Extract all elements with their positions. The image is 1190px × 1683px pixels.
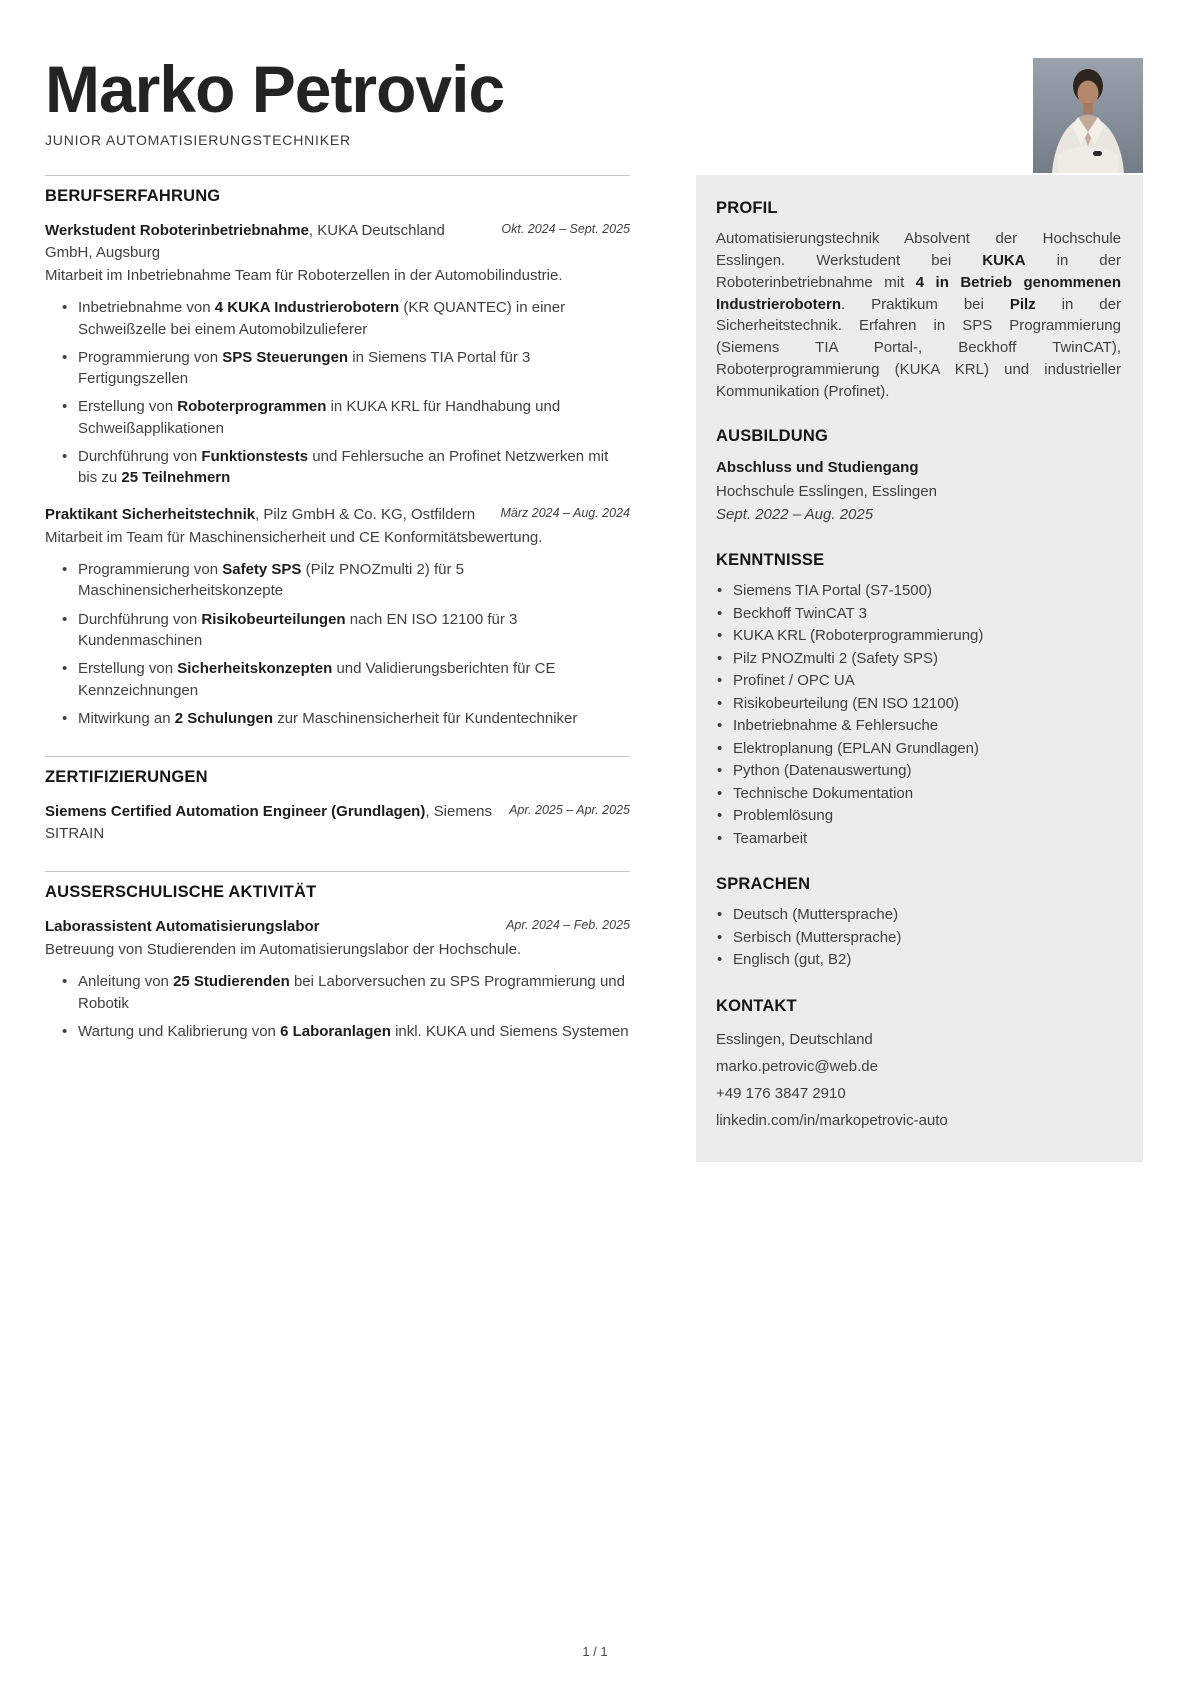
sidebar-list-item: • Deutsch (Muttersprache)	[716, 904, 1121, 927]
page-indicator: 1 / 1	[582, 1644, 608, 1659]
bullet-item	[45, 609, 630, 652]
sidebar-list-item: • Pilz PNOZmulti 2 (Safety SPS)	[716, 648, 1121, 671]
bullet-item	[45, 971, 630, 1014]
entry-header	[45, 801, 630, 844]
sidebar-heading: KENNTNISSE	[716, 551, 825, 570]
text-segment: , Pilz GmbH & Co. KG, Ostfildern	[255, 505, 476, 523]
portrait-image	[1033, 58, 1143, 173]
education-degree: Abschluss und Studiengang	[716, 459, 919, 477]
resume-entry	[45, 801, 630, 844]
sidebar-section-sprachen	[716, 875, 1121, 972]
sidebar-section-ausbildung	[716, 427, 1121, 526]
bullet-item	[45, 446, 630, 489]
entry-header	[45, 220, 630, 263]
sidebar-list-item: • Englisch (gut, B2)	[716, 949, 1121, 972]
sidebar-section-profil	[716, 199, 1121, 402]
sidebar-list-item: • Python (Datenauswertung)	[716, 760, 1121, 783]
resume-entry	[45, 916, 630, 1042]
sidebar-list-item: • KUKA KRL (Roboterprogrammierung)	[716, 625, 1121, 648]
bullet-item	[45, 1021, 630, 1042]
text-segment: Programmierung von	[78, 561, 223, 579]
text-segment: Erstellung von	[78, 660, 178, 678]
bullet-item	[45, 708, 630, 729]
sidebar	[696, 175, 1143, 1161]
text-segment: Siemens Certified Automation Engineer (Grundlagen)	[45, 803, 426, 821]
text-segment: und Fehlersuche an Profinet Netzwerken mit bis zu	[78, 447, 609, 487]
text-segment: zur Maschinensicherheit für Kundentechniker	[273, 709, 578, 727]
profile-text	[716, 228, 1121, 402]
sidebar-list-item: • Risikobeurteilung (EN ISO 12100)	[716, 693, 1121, 716]
text-segment: in der Sicherheitstechnik. Erfahren in SPS Programmierung (Siemens TIA Portal-, Beckhoff TwinCAT), Roboterprogrammierung (KUKA KRL) und industrieller Kommunikation (Profinet).	[716, 295, 1121, 400]
sidebar-list	[716, 904, 1121, 972]
text-segment: 25 Studierenden	[173, 973, 290, 991]
sidebar-section-kontakt	[716, 997, 1121, 1134]
text-segment: Risikobeurteilungen	[201, 610, 346, 628]
entry-summary: Mitarbeit im Team für Maschinensicherheit und CE Konformitätsbewertung.	[45, 528, 543, 546]
text-segment: Durchführung von	[78, 610, 202, 628]
section-heading: BERUFSERFAHRUNG	[45, 187, 221, 206]
text-segment: . Praktikum bei	[841, 295, 1010, 313]
sidebar-list-item: • Elektroplanung (EPLAN Grundlagen)	[716, 738, 1121, 761]
sidebar-list-item: • Problemlösung	[716, 805, 1121, 828]
text-segment: bei Laborversuchen zu SPS Programmierung und Robotik	[78, 973, 625, 1012]
text-segment: 2 Schulungen	[174, 709, 274, 727]
contact-line: marko.petrovic@web.de	[716, 1057, 878, 1075]
resume-section	[45, 756, 630, 844]
entry-title	[45, 504, 475, 525]
contact-line: Esslingen, Deutschland	[716, 1030, 873, 1048]
entry-title	[45, 220, 485, 263]
sidebar-list-item: • Serbisch (Muttersprache)	[716, 927, 1121, 950]
text-segment: 6 Laboranlagen	[280, 1023, 391, 1041]
entry-title	[45, 916, 320, 937]
text-segment: KUKA	[982, 252, 1026, 270]
text-segment: Funktionstests	[201, 447, 309, 465]
entry-header	[45, 916, 630, 937]
text-segment: , Siemens SITRAIN	[45, 803, 493, 842]
text-segment: nach EN ISO 12100 für 3 Kundenmaschinen	[78, 610, 518, 650]
main-column	[45, 175, 630, 1049]
section-heading: AUSSERSCHULISCHE AKTIVITÄT	[45, 882, 317, 901]
text-segment: Laborassistent Automatisierungslabor	[45, 917, 320, 935]
text-segment: 4 KUKA Industrierobotern	[214, 299, 400, 317]
bullet-list	[45, 559, 630, 729]
resume-section	[45, 175, 630, 729]
resume-section	[45, 871, 630, 1042]
bullet-item	[45, 347, 630, 390]
sidebar-list	[716, 580, 1121, 850]
sidebar-list-item: • Beckhoff TwinCAT 3	[716, 603, 1121, 626]
resume-entry	[45, 504, 630, 730]
text-segment: Safety SPS	[222, 561, 302, 579]
header	[0, 0, 1190, 148]
sidebar-heading: SPRACHEN	[716, 875, 811, 894]
entry-date: Apr. 2025 – Apr. 2025	[509, 803, 630, 818]
resume-entry	[45, 220, 630, 488]
content-columns	[0, 175, 1190, 1161]
text-segment: Werkstudent Roboterinbetriebnahme	[45, 222, 309, 240]
text-segment: Sicherheitskonzepten	[177, 660, 333, 678]
text-segment: Pilz	[1009, 295, 1036, 313]
entry-date: März 2024 – Aug. 2024	[500, 505, 630, 520]
entry-date: Apr. 2024 – Feb. 2025	[506, 917, 630, 932]
text-segment: Anleitung von	[78, 973, 174, 991]
text-segment: Wartung und Kalibrierung von	[78, 1023, 281, 1041]
text-segment: (Pilz PNOZmulti 2) für 5 Maschinensicherheitskonzepte	[78, 561, 464, 600]
bullet-item	[45, 297, 630, 340]
text-segment: Praktikant Sicherheitstechnik	[45, 505, 256, 523]
profile-photo	[1033, 58, 1143, 173]
text-segment: Automatisierungstechnik Absolvent der Hochschule Esslingen. Werkstudent bei	[716, 230, 1121, 270]
sidebar-list-item: • Inbetriebnahme & Fehlersuche	[716, 715, 1121, 738]
text-segment: in der Roboterinbetriebnahme mit	[716, 252, 1121, 291]
entry-date: Okt. 2024 – Sept. 2025	[501, 222, 630, 237]
bullet-list	[45, 297, 630, 488]
text-segment: Roboterprogrammen	[177, 398, 327, 416]
person-job-title: JUNIOR AUTOMATISIERUNGSTECHNIKER	[45, 132, 351, 149]
entry-summary: Mitarbeit im Inbetriebnahme Team für Roboterzellen in der Automobilindustrie.	[45, 266, 563, 284]
sidebar-list-item: • Siemens TIA Portal (S7-1500)	[716, 580, 1121, 603]
text-segment: und Validierungsberichten für CE Kennzeichnungen	[78, 660, 556, 699]
text-segment: 25 Teilnehmern	[121, 469, 231, 487]
bullet-item	[45, 396, 630, 439]
text-segment: Durchführung von	[78, 447, 202, 465]
sidebar-heading: AUSBILDUNG	[716, 427, 828, 446]
contact-line: linkedin.com/in/markopetrovic-auto	[716, 1111, 948, 1129]
text-segment: Programmierung von	[78, 348, 223, 366]
contact-line: +49 176 3847 2910	[716, 1084, 846, 1102]
entry-title	[45, 801, 493, 844]
text-segment: inkl. KUKA und Siemens Systemen	[390, 1023, 629, 1041]
sidebar-list-item: • Teamarbeit	[716, 828, 1121, 851]
entry-header	[45, 504, 630, 525]
bullet-item	[45, 559, 630, 602]
sidebar-heading: KONTAKT	[716, 996, 797, 1015]
education-school: Hochschule Esslingen, Esslingen	[716, 482, 937, 500]
sidebar-heading: PROFIL	[716, 199, 778, 218]
bullet-list	[45, 971, 630, 1042]
text-segment: SPS Steuerungen	[222, 348, 349, 366]
text-segment: Erstellung von	[78, 398, 178, 416]
text-segment: 4 in Betrieb genommenen Industrierobotern	[716, 273, 1121, 313]
text-segment: (KR QUANTEC) in einer Schweißzelle bei einem Automobilzulieferer	[78, 299, 566, 338]
text-segment: Inbetriebnahme von	[78, 299, 215, 317]
section-heading: ZERTIFIZIERUNGEN	[45, 768, 208, 787]
education-date: Sept. 2022 – Aug. 2025	[716, 505, 874, 523]
text-segment: Mitwirkung an	[78, 709, 175, 727]
text-segment: in Siemens TIA Portal für 3 Fertigungszellen	[78, 348, 531, 388]
footer	[0, 1644, 1190, 1659]
sidebar-list-item: • Technische Dokumentation	[716, 783, 1121, 806]
text-segment: in KUKA KRL für Handhabung und Schweißapplikationen	[78, 398, 561, 437]
sidebar-section-kenntnisse	[716, 551, 1121, 850]
person-name: Marko Petrovic	[45, 52, 505, 126]
text-segment: , KUKA Deutschland GmbH, Augsburg	[45, 222, 445, 261]
sidebar-list-item: • Profinet / OPC UA	[716, 670, 1121, 693]
entry-summary: Betreuung von Studierenden im Automatisierungslabor der Hochschule.	[45, 941, 522, 959]
bullet-item	[45, 658, 630, 701]
